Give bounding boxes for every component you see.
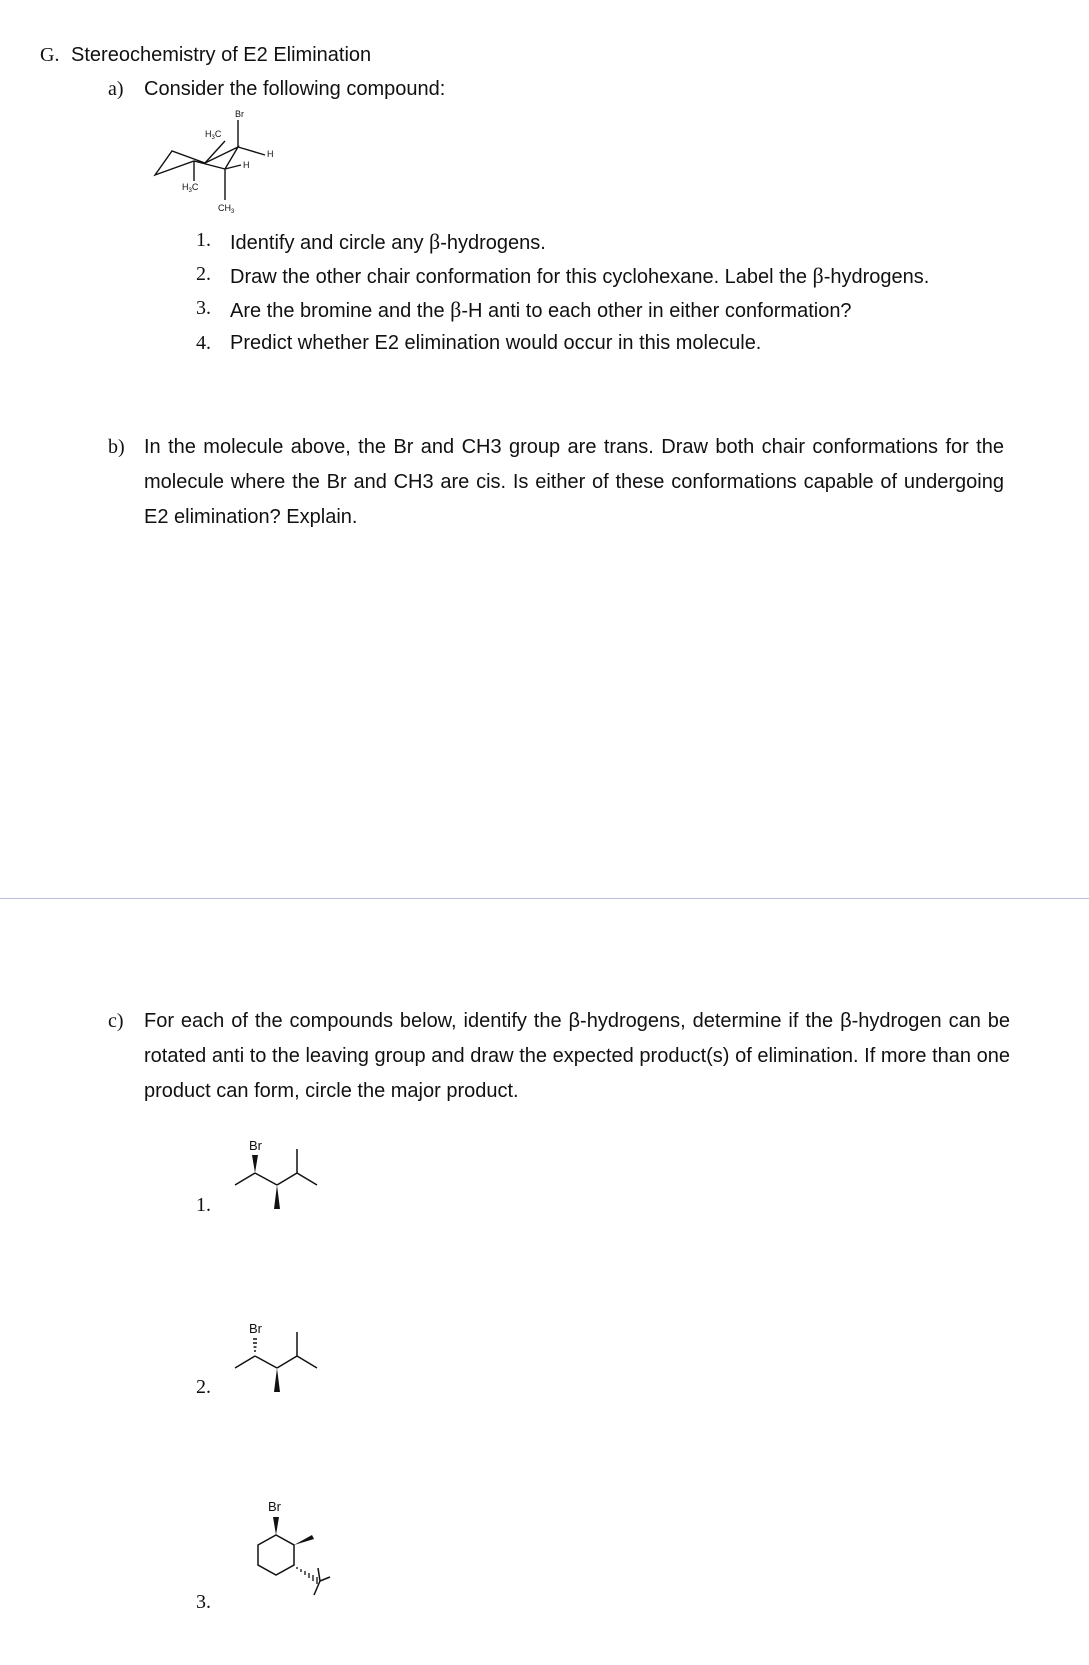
label-ch3: $CH_3$ [218,203,235,215]
part-a-intro [108,78,446,101]
part-c-label: c) [108,1010,124,1032]
label-br: Br [235,109,244,119]
cyclohexane-ring [258,1535,294,1575]
wedge-br [273,1517,279,1535]
label-h3c-top: $H_3C$ [205,129,222,141]
part-a-label: a) [108,78,124,100]
part-a-item-1: 1. Identify and circle any β-hydrogens. [196,229,546,254]
label-h3c-left: $H_3C$ [182,182,199,194]
compound-1-number: 1. [196,1194,211,1216]
bond-h-right [238,147,265,155]
chair-structure [145,105,315,225]
compound-2-br: Br [249,1321,262,1336]
label-h-right: H [267,149,274,159]
part-c-text: For each of the compounds below, identify the β-hydrogens, determine if the β-hydrogen can be rotated anti to the leaving group and draw the expected product(s) of elimination. If more than one product can form, circle the major product. [144,1010,1010,1102]
page-divider [0,898,1089,899]
part-a-item-2: 2. Draw the other chair conformation for this cyclohexane. Label the β-hydrogens. [196,263,930,288]
part-a-item-3: 3. Are the bromine and the β-H anti to each other in either conformation? [196,297,852,322]
compound-3-structure [230,1495,350,1605]
wedge-br [252,1155,258,1173]
compound-2-structure [225,1318,335,1408]
bond-h3c-top [205,141,225,163]
section-title: Stereochemistry of E2 Elimination [71,44,372,66]
compound-1-br: Br [249,1138,262,1153]
compound-3-br: Br [268,1499,281,1514]
part-a-item-4: 4. Predict whether E2 elimination would occur in this molecule. [196,332,762,354]
compound-1-structure [225,1135,335,1225]
wedge-methyl [274,1368,280,1392]
section-heading [40,44,371,67]
section-letter: G. [40,44,60,66]
label-h-inner: H [243,160,250,170]
hash-tbutyl [297,1567,317,1584]
compound-2-number: 2. [196,1376,211,1398]
wedge-methyl [274,1185,280,1209]
hash-br [253,1339,257,1351]
part-a-text: Consider the following compound: [144,78,446,100]
wedge-methyl [294,1535,314,1545]
compound-3-number: 3. [196,1591,211,1613]
part-b-text: In the molecule above, the Br and CH3 group are trans. Draw both chair conformations for the molecule where the Br and CH3 are cis. Is either of these conformations capable of undergoing E2 elimination? Explain. [144,436,1004,528]
part-b-label: b) [108,436,125,458]
